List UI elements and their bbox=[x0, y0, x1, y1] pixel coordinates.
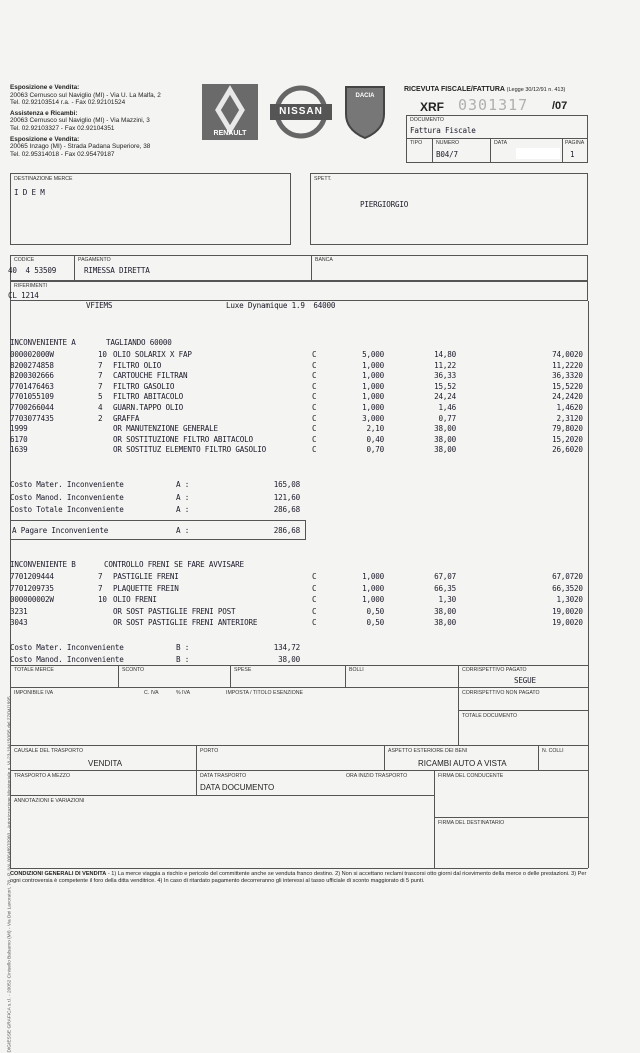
firma-conducente-label: FIRMA DEL CONDUCENTE bbox=[438, 773, 504, 779]
item-code: 7701209735 bbox=[10, 583, 54, 593]
corrispettivo-pagato-value: SEGUE bbox=[514, 676, 536, 685]
bolli-label: BOLLI bbox=[349, 667, 364, 673]
item-total: 66,35 bbox=[552, 583, 574, 593]
item-vat-rate: 20 bbox=[574, 392, 583, 402]
item-unit-price: 67,07 bbox=[434, 572, 456, 581]
item-qty: 7 bbox=[98, 381, 103, 391]
firma-destinatario-label: FIRMA DEL DESTINATARIO bbox=[438, 820, 505, 826]
trasporto-label: TRASPORTO A MEZZO bbox=[14, 773, 71, 779]
document-type: Fattura Fiscale bbox=[410, 126, 476, 135]
item-description: FILTRO ABITACOLO bbox=[113, 392, 183, 402]
receipt-number: 0301317 bbox=[458, 96, 529, 114]
item-unit-price: 36,33 bbox=[434, 371, 456, 381]
imposta-label: IMPOSTA / TITOLO ESENZIONE bbox=[226, 690, 303, 696]
item-class: C bbox=[312, 434, 317, 444]
item-quantity: 3,000 bbox=[362, 413, 384, 423]
item-total: 11,22 bbox=[552, 360, 574, 370]
item-code: 6170 bbox=[10, 434, 28, 444]
aspetto-label: ASPETTO ESTERIORE DEI BENI bbox=[388, 748, 468, 754]
receipt-title: RICEVUTA FISCALE/FATTURA (Legge 30/12/91 n. 413) bbox=[404, 86, 566, 93]
item-total: 1,30 bbox=[556, 595, 574, 604]
item-vat-rate: 20 bbox=[574, 350, 583, 359]
aspetto-value: RICAMBI AUTO A VISTA bbox=[418, 759, 507, 768]
item-total: 19,00 bbox=[552, 606, 574, 616]
service-address: 20063 Cernusco sul Naviglio (MI) - Via Mazzini, 3 bbox=[10, 117, 150, 125]
item-vat-rate: 20 bbox=[574, 413, 583, 423]
item-total: 67,07 bbox=[552, 572, 574, 581]
destination-label: DESTINAZIONE MERCE bbox=[14, 176, 73, 182]
renault-logo bbox=[202, 84, 258, 140]
conditions bbox=[10, 871, 595, 885]
pay-key: A : bbox=[176, 526, 190, 535]
item-code: 1639 bbox=[10, 445, 28, 455]
item-vat-rate: 20 bbox=[574, 606, 583, 616]
item-description: OR SOST PASTIGLIE FRENI ANTERIORE bbox=[113, 618, 258, 627]
cost-label: Costo Manod. Inconveniente bbox=[10, 654, 124, 664]
item-qty: 4 bbox=[98, 403, 103, 412]
item-unit-price: 38,00 bbox=[434, 424, 456, 434]
receipt-series: XRF bbox=[420, 100, 444, 114]
dacia-logo bbox=[343, 84, 387, 140]
item-total: 19,00 bbox=[552, 618, 574, 627]
item-qty: 7 bbox=[98, 360, 103, 370]
item-qty: 7 bbox=[98, 572, 103, 581]
item-unit-price: 1,30 bbox=[438, 595, 456, 604]
item-unit-price: 66,35 bbox=[434, 583, 456, 593]
item-description: GUARN.TAPPO OLIO bbox=[113, 403, 183, 412]
codice-value: 40 4 53509 bbox=[8, 266, 57, 275]
cost-key: B : bbox=[176, 643, 190, 652]
item-quantity: 1,000 bbox=[362, 392, 384, 402]
item-quantity: 1,000 bbox=[362, 583, 384, 593]
item-class: C bbox=[312, 350, 317, 359]
item-code: 3043 bbox=[10, 618, 28, 627]
pagina-label: PAGINA bbox=[565, 140, 585, 146]
item-code: 000002000W bbox=[10, 350, 54, 359]
item-vat-rate: 20 bbox=[574, 572, 583, 581]
vehicle-model: Luxe Dynamique 1.9 64000 bbox=[226, 301, 336, 310]
service-phone: Tel. 02.92103327 - Fax 02.92104351 bbox=[10, 124, 115, 132]
annotazioni-label: ANNOTAZIONI E VARIAZIONI bbox=[14, 798, 85, 804]
item-vat-rate: 20 bbox=[574, 424, 583, 434]
item-unit-price: 38,00 bbox=[434, 606, 456, 616]
item-qty: 10 bbox=[98, 595, 107, 604]
item-quantity: 1,000 bbox=[362, 403, 384, 412]
item-code: 7701055109 bbox=[10, 392, 54, 402]
n-colli-label: N. COLLI bbox=[542, 748, 564, 754]
cost-key: A : bbox=[176, 492, 190, 502]
cost-key: A : bbox=[176, 505, 190, 514]
data-trasporto-label: DATA TRASPORTO bbox=[200, 773, 247, 779]
item-qty: 7 bbox=[98, 583, 103, 593]
spett-label: SPETT. bbox=[314, 176, 332, 182]
item-vat-rate: 20 bbox=[574, 381, 583, 391]
conditions-title: CONDIZIONI GENERALI DI VENDITA bbox=[10, 871, 107, 877]
item-code: 3231 bbox=[10, 606, 28, 616]
perc-iva-label: % IVA bbox=[176, 690, 191, 696]
tipo-label: TIPO bbox=[410, 140, 423, 146]
item-class: C bbox=[312, 606, 317, 616]
customer-name: PIERGIORGIO bbox=[360, 200, 409, 209]
banca-label: BANCA bbox=[315, 257, 333, 263]
item-vat-rate: 20 bbox=[574, 403, 583, 412]
section-a-description: TAGLIANDO 60000 bbox=[106, 338, 172, 347]
dealer-info bbox=[10, 84, 195, 158]
item-description: OR SOSTITUZ ELEMENTO FILTRO GASOLIO bbox=[113, 445, 267, 455]
conditions-text: - 1) La merce viaggia a rischio e pericolo del committente anche se venduta franco destino. 2) Non si accettano reclami trascorsi otto giorni dal ricevimento della merce o delle prestazioni. 3) Per ogni controversia è competente il foro della ditta venditrice. 4) In caso di ritardato pagamento decorreranno gli interessi al tasso ufficiale di sconto maggiorato di 5 punti. bbox=[10, 871, 587, 884]
numero-value: B04/7 bbox=[436, 150, 458, 159]
item-vat-rate: 20 bbox=[574, 434, 583, 444]
pagamento-value: RIMESSA DIRETTA bbox=[84, 266, 150, 275]
item-description: GRAFFA bbox=[113, 413, 140, 423]
cost-label: Costo Manod. Inconveniente bbox=[10, 492, 124, 502]
item-unit-price: 38,00 bbox=[434, 618, 456, 627]
item-description: OR MANUTENZIONE GENERALE bbox=[113, 424, 218, 434]
item-class: C bbox=[312, 360, 317, 370]
item-code: 7701209444 bbox=[10, 572, 54, 581]
exhibition-address: 20063 Cernusco sul Naviglio (MI) - Via U. La Malfa, 2 bbox=[10, 91, 161, 99]
c-iva-label: C. IVA bbox=[144, 690, 159, 696]
cost-key: B : bbox=[176, 654, 190, 664]
riferimenti-value: CL 1214 bbox=[8, 291, 39, 300]
item-quantity: 1,000 bbox=[362, 360, 384, 370]
item-vat-rate: 20 bbox=[574, 445, 583, 455]
cost-label: Costo Mater. Inconveniente bbox=[10, 480, 124, 489]
dacia-text: DACIA bbox=[355, 93, 375, 99]
section-b-description: CONTROLLO FRENI SE FARE AVVISARE bbox=[104, 560, 244, 569]
pay-value: 286,68 bbox=[273, 526, 300, 535]
item-quantity: 0,70 bbox=[366, 445, 384, 455]
printer-info: DIGIESSE GRAFICA s.r.l. - 20052 Cinisello Balsamo (MI) - Via Dei Lavoratori, 78 - P. IVA 00648970960 - Autorizzazione Ministeriale n. VI-23-104150/95 del 27/04/1995 bbox=[7, 696, 13, 1053]
item-total: 24,24 bbox=[552, 392, 574, 402]
cost-value: 165,08 bbox=[273, 480, 300, 489]
item-quantity: 1,000 bbox=[362, 572, 384, 581]
item-class: C bbox=[312, 583, 317, 593]
item-class: C bbox=[312, 413, 317, 423]
item-class: C bbox=[312, 381, 317, 391]
item-unit-price: 1,46 bbox=[438, 403, 456, 412]
data-trasporto-value: DATA DOCUMENTO bbox=[200, 783, 275, 792]
item-description: OR SOST PASTIGLIE FRENI POST bbox=[113, 606, 236, 616]
cost-label: Costo Totale Inconveniente bbox=[10, 505, 124, 514]
exhibition2-address: 20065 Inzago (MI) - Strada Padana Superiore, 38 bbox=[10, 143, 151, 151]
item-total: 26,60 bbox=[552, 445, 574, 455]
item-description: FILTRO OLIO bbox=[113, 360, 162, 370]
item-description: OLIO SOLARIX X FAP bbox=[113, 350, 192, 359]
item-description: PLAQUETTE FREIN bbox=[113, 583, 179, 593]
item-total: 79,80 bbox=[552, 424, 574, 434]
item-quantity: 0,50 bbox=[366, 606, 384, 616]
cost-value: 38,00 bbox=[278, 654, 300, 664]
item-quantity: 5,000 bbox=[362, 350, 384, 359]
nissan-text: NISSAN bbox=[279, 106, 323, 117]
item-class: C bbox=[312, 403, 317, 412]
item-code: 7701476463 bbox=[10, 381, 54, 391]
item-unit-price: 38,00 bbox=[434, 434, 456, 444]
item-unit-price: 11,22 bbox=[434, 360, 456, 370]
destination-value: I D E M bbox=[14, 188, 45, 197]
item-total: 1,46 bbox=[556, 403, 574, 412]
receipt-year: /07 bbox=[552, 100, 568, 112]
pagina-value: 1 bbox=[570, 150, 575, 159]
pagamento-label: PAGAMENTO bbox=[78, 257, 111, 263]
cost-key: A : bbox=[176, 480, 190, 489]
riferimenti-box bbox=[10, 281, 588, 301]
item-description: OR SOSTITUZIONE FILTRO ABITACOLO bbox=[113, 434, 253, 444]
cost-value: 121,60 bbox=[273, 492, 300, 502]
item-code: 8200302666 bbox=[10, 371, 54, 381]
item-unit-price: 14,80 bbox=[434, 350, 456, 359]
item-qty: 7 bbox=[98, 371, 103, 381]
item-class: C bbox=[312, 445, 317, 455]
nissan-logo bbox=[268, 84, 334, 140]
item-code: 000000002W bbox=[10, 595, 54, 604]
totale-merce-label: TOTALE MERCE bbox=[14, 667, 54, 673]
item-qty: 10 bbox=[98, 350, 107, 359]
service-title: Assistenza e Ricambi: bbox=[10, 109, 78, 117]
item-quantity: 0,50 bbox=[366, 618, 384, 627]
cost-value: 134,72 bbox=[273, 643, 300, 652]
item-total: 15,52 bbox=[552, 381, 574, 391]
item-quantity: 1,000 bbox=[362, 381, 384, 391]
item-unit-price: 24,24 bbox=[434, 392, 456, 402]
imponibile-label: IMPONIBILE IVA bbox=[14, 690, 54, 696]
exhibition-title: Esposizione e Vendita: bbox=[10, 84, 80, 91]
item-vat-rate: 20 bbox=[574, 371, 583, 381]
numero-label: NUMERO bbox=[436, 140, 460, 146]
item-class: C bbox=[312, 371, 317, 381]
item-vat-rate: 20 bbox=[574, 360, 583, 370]
spese-label: SPESE bbox=[234, 667, 252, 673]
cost-label: Costo Mater. Inconveniente bbox=[10, 643, 124, 652]
item-code: 1999 bbox=[10, 424, 28, 434]
item-class: C bbox=[312, 595, 317, 604]
exhibition2-phone: Tel. 02.95314018 - Fax 02.95479187 bbox=[10, 150, 115, 158]
causale-value: VENDITA bbox=[88, 759, 123, 768]
corrispettivo-non-pagato-label: CORRISPETTIVO NON PAGATO bbox=[462, 690, 540, 696]
item-code: 7703077435 bbox=[10, 413, 54, 423]
item-unit-price: 0,77 bbox=[438, 413, 456, 423]
exhibition2-title: Esposizione e Vendita: bbox=[10, 135, 80, 143]
item-total: 15,20 bbox=[552, 434, 574, 444]
item-description: CARTOUCHE FILTRAN bbox=[113, 371, 188, 381]
section-b-title: INCONVENIENTE B bbox=[10, 560, 76, 569]
section-a-title: INCONVENIENTE A bbox=[10, 338, 76, 347]
cost-value: 286,68 bbox=[273, 505, 300, 514]
item-total: 74,00 bbox=[552, 350, 574, 359]
item-description: PASTIGLIE FRENI bbox=[113, 572, 179, 581]
item-class: C bbox=[312, 424, 317, 434]
totale-documento-label: TOTALE DOCUMENTO bbox=[462, 713, 518, 719]
item-class: C bbox=[312, 618, 317, 627]
item-class: C bbox=[312, 392, 317, 402]
item-qty: 2 bbox=[98, 413, 103, 423]
item-unit-price: 15,52 bbox=[434, 381, 456, 391]
item-vat-rate: 20 bbox=[574, 583, 583, 593]
item-quantity: 0,40 bbox=[366, 434, 384, 444]
item-class: C bbox=[312, 572, 317, 581]
item-vat-rate: 20 bbox=[574, 618, 583, 627]
item-unit-price: 38,00 bbox=[434, 445, 456, 455]
porto-label: PORTO bbox=[200, 748, 219, 754]
vehicle-plate: VFIEMS bbox=[86, 301, 113, 310]
item-description: OLIO FRENI bbox=[113, 595, 157, 604]
item-quantity: 2,10 bbox=[366, 424, 384, 434]
pay-label: A Pagare Inconveniente bbox=[12, 526, 109, 535]
sconto-label: SCONTO bbox=[122, 667, 145, 673]
data-label: DATA bbox=[494, 140, 508, 146]
exhibition-phone: Tel. 02.92103514 r.a. - Fax 02.92101524 bbox=[10, 99, 126, 107]
item-vat-rate: 20 bbox=[574, 595, 583, 604]
item-total: 2,31 bbox=[556, 413, 574, 423]
item-total: 36,33 bbox=[552, 371, 574, 381]
codice-label: CODICE bbox=[14, 257, 35, 263]
renault-text: RENAULT bbox=[213, 130, 247, 137]
ora-inizio-label: ORA INIZIO TRASPORTO bbox=[346, 773, 408, 779]
item-quantity: 1,000 bbox=[362, 371, 384, 381]
customer-box bbox=[310, 173, 588, 245]
item-description: FILTRO GASOLIO bbox=[113, 381, 175, 391]
item-quantity: 1,000 bbox=[362, 595, 384, 604]
riferimenti-label: RIFERIMENTI bbox=[14, 283, 48, 289]
corrispettivo-pagato-label: CORRISPETTIVO PAGATO bbox=[462, 667, 527, 673]
item-code: 8200274858 bbox=[10, 360, 54, 370]
date-redaction bbox=[516, 148, 560, 159]
item-code: 7700266044 bbox=[10, 403, 54, 412]
causale-label: CAUSALE DEL TRASPORTO bbox=[14, 748, 83, 754]
item-qty: 5 bbox=[98, 392, 103, 402]
destination-box bbox=[10, 173, 291, 245]
document-label: DOCUMENTO bbox=[410, 117, 444, 123]
